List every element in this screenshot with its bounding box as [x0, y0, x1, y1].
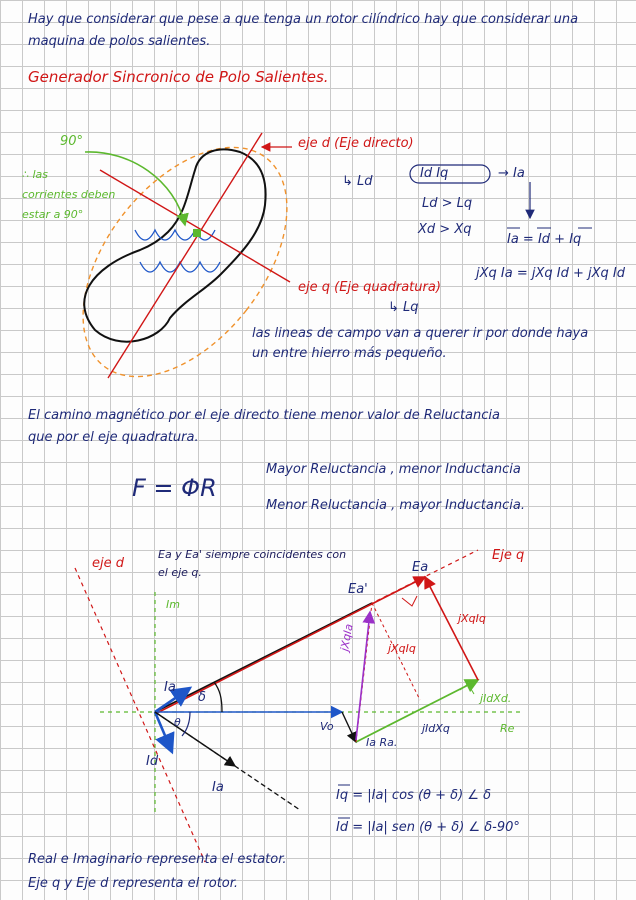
reluctance-line-2: que por el eje quadratura. — [28, 430, 199, 445]
rotor-axis-d-label: eje d (Eje directo) — [298, 136, 414, 151]
iq-equation: Iq = |Ia| cos (θ + δ) ∠ δ — [336, 788, 492, 803]
ea-phasor — [155, 577, 425, 714]
id-label: Id — [146, 754, 159, 769]
jxqia-label: jXqIa — [338, 622, 356, 653]
rotor-axis-q-inductance: ↳ Lq — [388, 300, 419, 315]
jidxd-phasor — [356, 680, 478, 742]
reluctance-line-1: El camino magnético por el eje directo tiene menor valor de Reluctancia — [28, 408, 500, 423]
xd-xq-text: Xd > Xq — [418, 222, 472, 237]
menor-reluctancia: Menor Reluctancia , mayor Inductancia. — [266, 498, 525, 513]
jidxd-label: jIdXd. — [480, 692, 512, 705]
id-iq-text: Id Iq — [420, 166, 449, 181]
ia-sum-text: Ia = Id + Iq — [507, 232, 582, 247]
vo-label: Vo — [320, 720, 334, 733]
phasor-eje-q-label: Eje q — [492, 548, 525, 563]
delta-label: δ — [198, 690, 206, 705]
footer-line-2: Eje q y Eje d representa el rotor. — [28, 876, 239, 891]
im-axis-label: Im — [166, 598, 180, 611]
field-note-2: un entre hierro más pequeño. — [252, 346, 447, 361]
reluctance-formula: F = ΦR — [132, 474, 217, 502]
intro-line-2: maquina de polos salientes. — [28, 34, 211, 49]
phasor-note-1: Ea y Ea' siempre coincidentes con — [158, 548, 347, 561]
arrow-ia-text: → Ia — [498, 166, 525, 181]
page-title: Generador Sincronico de Polo Salientes. — [28, 68, 329, 86]
ld-lq-text: Ld > Lq — [422, 196, 473, 211]
ia-dashed-label: Ia — [212, 780, 224, 795]
jxqiq-label-2: jXqIq — [388, 642, 416, 655]
iara-label: Ia Ra. — [366, 736, 398, 749]
ia-label: Ia — [164, 680, 176, 695]
ea-prime-phasor — [155, 603, 372, 712]
jxqiq-phasor — [425, 577, 478, 680]
ea-prime-label: Ea' — [348, 582, 368, 597]
jidxq-label: jIdXq — [422, 722, 450, 735]
phasor-axis-d — [75, 568, 205, 862]
rotor-shape — [84, 149, 265, 341]
phasor-note-2: el eje q. — [158, 566, 202, 579]
footer-line-1: Real e Imaginario representa el estator. — [28, 852, 287, 867]
ea-label: Ea — [412, 560, 429, 575]
re-axis-label: Re — [500, 722, 515, 735]
rotor-axis-q-label: eje q (Eje quadratura) — [298, 280, 441, 295]
rotor-axis-q-line — [100, 170, 290, 282]
rotor-flux-ellipse — [42, 110, 327, 414]
mayor-reluctancia: Mayor Reluctancia , menor Inductancia — [266, 462, 521, 477]
jxqiq-label: jXqIq — [458, 612, 486, 625]
jxq-text: jXq Ia = jXq Id + jXq Id — [476, 266, 625, 281]
theta-label: θ — [174, 716, 181, 729]
id-equation: Id = |Ia| sen (θ + δ) ∠ δ-90° — [336, 820, 520, 835]
jxqia-phasor — [356, 612, 370, 740]
angle-label: 90° — [60, 134, 84, 149]
note-line-3: estar a 90° — [22, 208, 84, 221]
rotor-axis-d-inductance: ↳ Ld — [342, 174, 373, 189]
note-line-2: corrientes deben — [22, 188, 116, 201]
phasor-eje-d-label: eje d — [92, 556, 124, 571]
intro-line-1: Hay que considerar que pese a que tenga un rotor cilíndrico hay que considerar una — [28, 12, 579, 27]
field-note-1: las lineas de campo van a querer ir por donde haya — [252, 326, 589, 341]
note-line-1: ∴ las — [22, 168, 49, 181]
